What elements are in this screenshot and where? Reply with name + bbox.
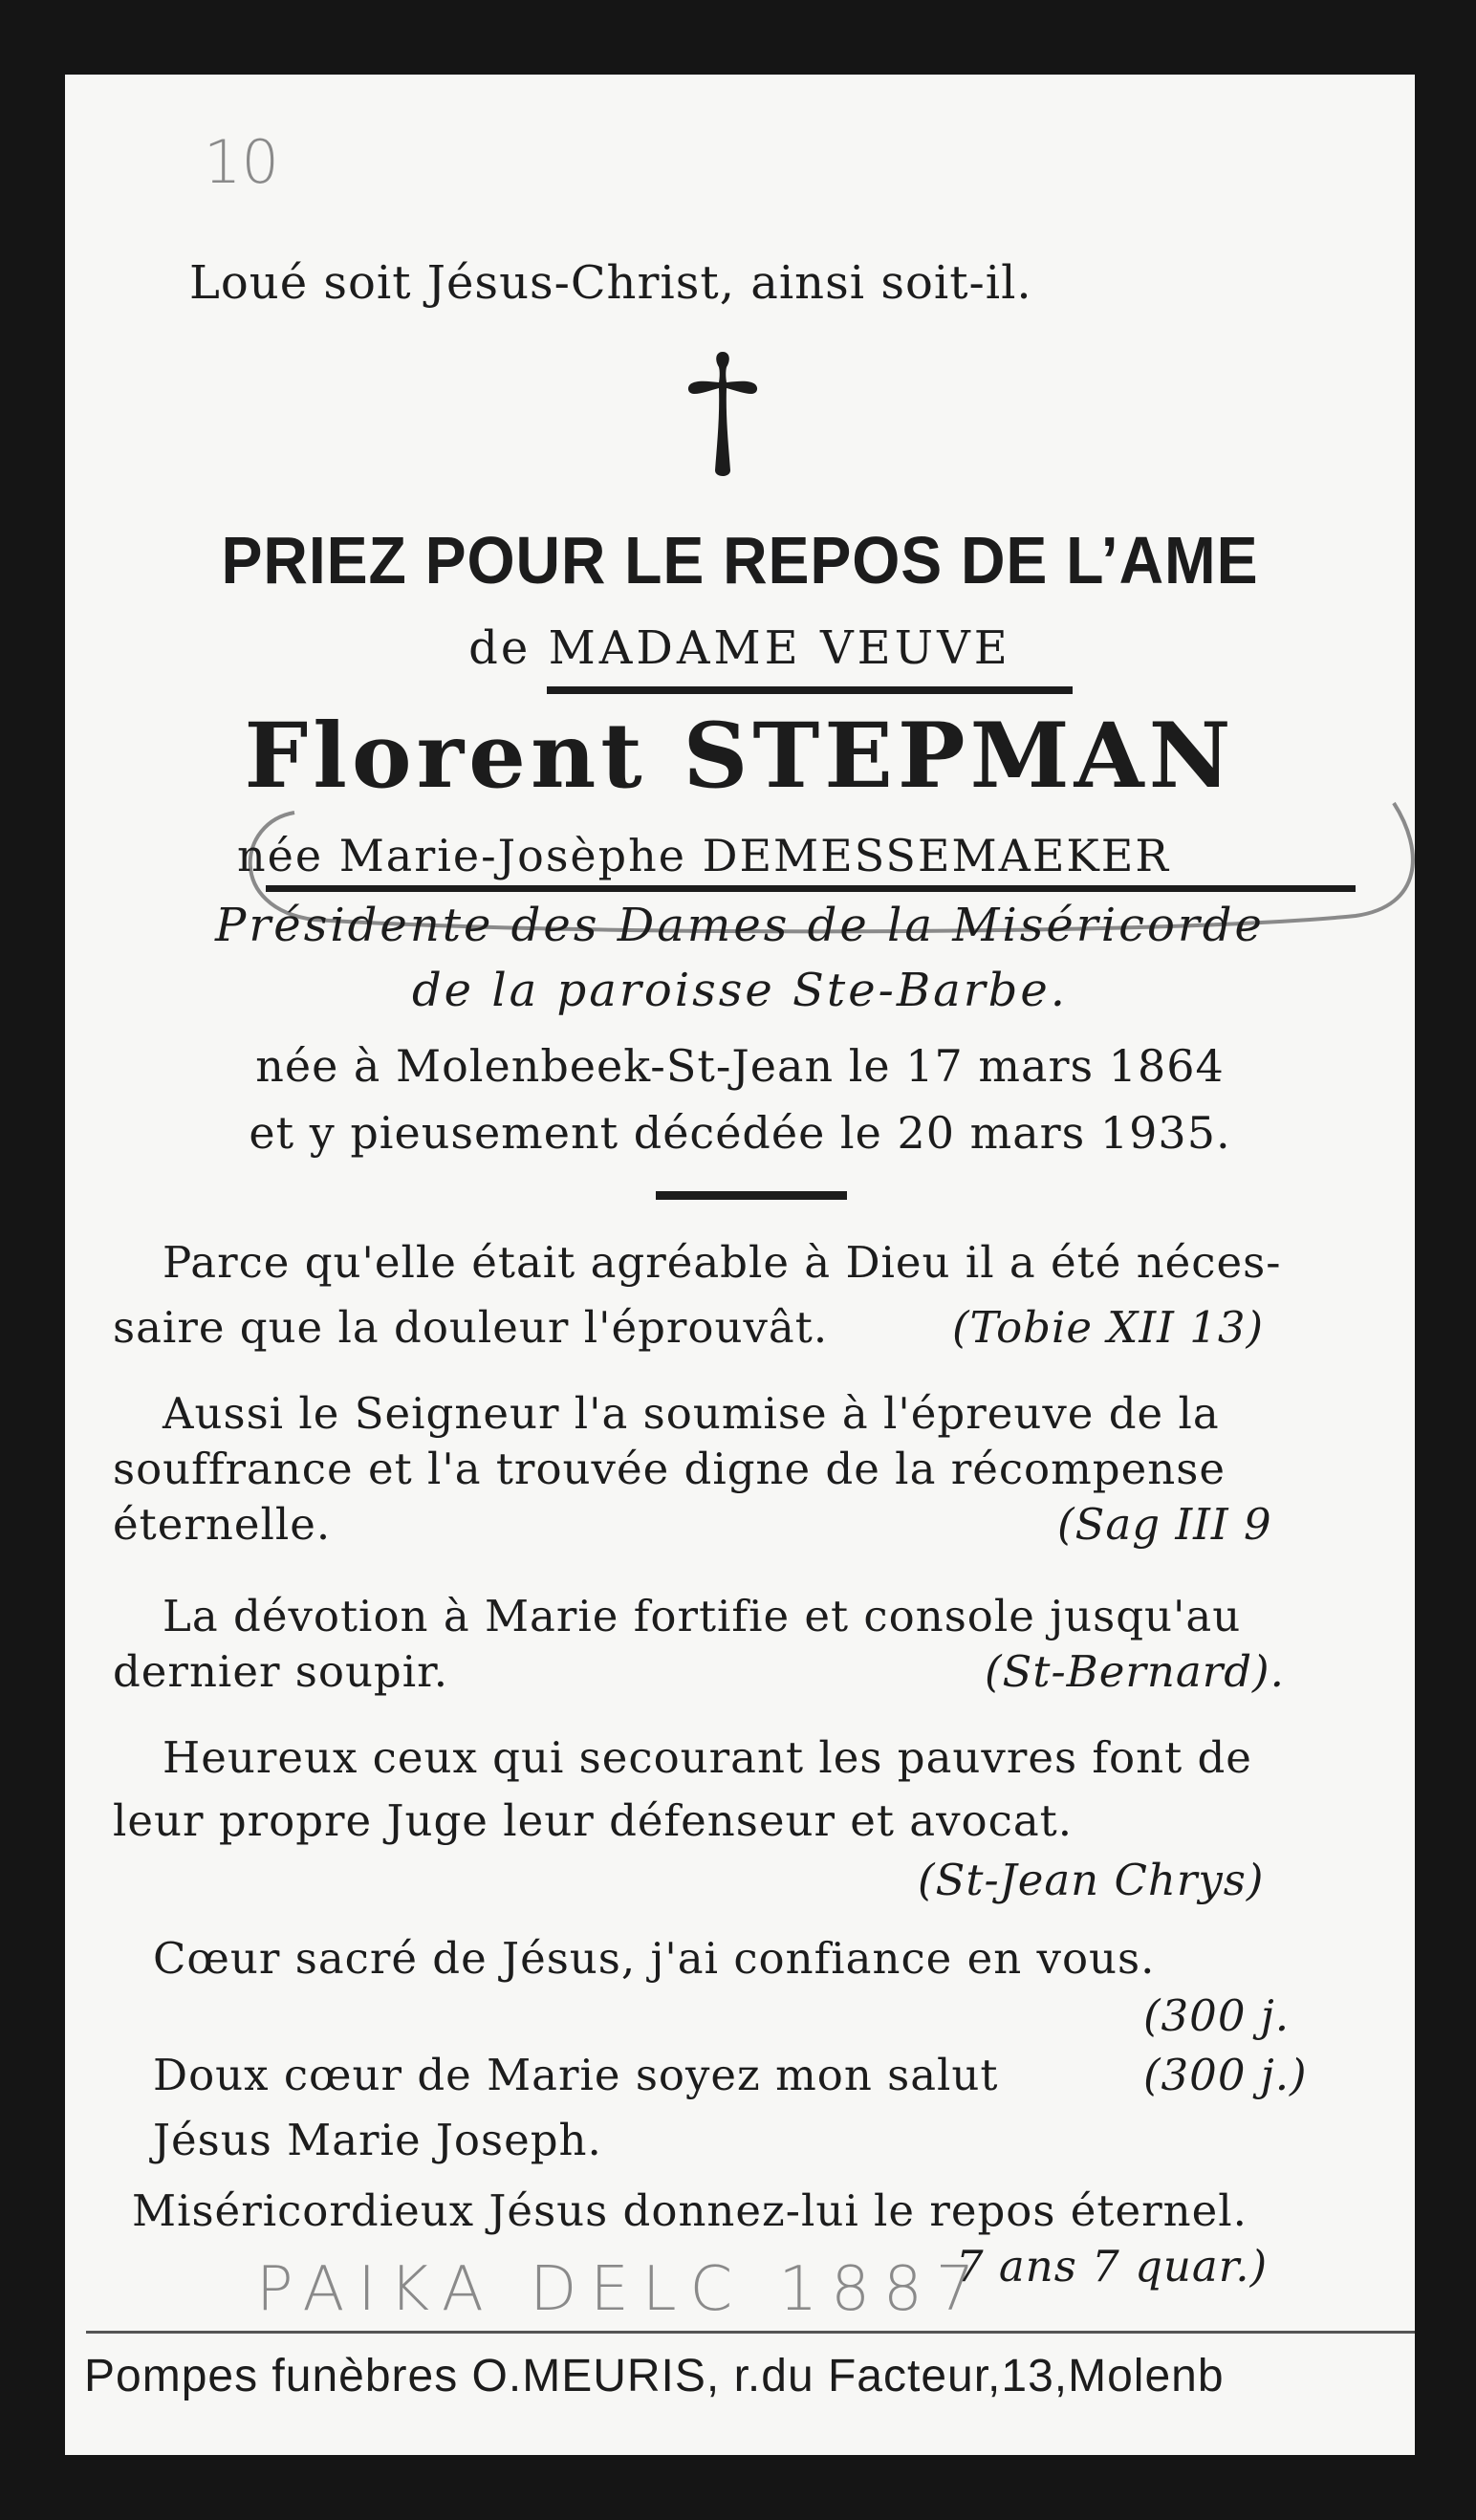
death-line: et y pieusement décédée le 20 mars 1935. xyxy=(249,1107,1231,1159)
p5-reference: (300 j. xyxy=(1143,1990,1291,2041)
p4-reference: (St-Jean Chrys) xyxy=(918,1855,1265,1905)
p1-line1: Parce qu'elle était agréable à Dieu il a été néces- xyxy=(163,1237,1282,1288)
p5-line1: Cœur sacré de Jésus, j'ai confiance en vous. xyxy=(153,1933,1156,1984)
p3-line2: dernier soupir. xyxy=(113,1646,449,1697)
pencil-number: 10 xyxy=(204,127,279,197)
p4-line2: leur propre Juge leur défenseur et avocat. xyxy=(113,1795,1074,1846)
madame-veuve: MADAME VEUVE xyxy=(548,621,1011,675)
p8-line1: Miséricordieux Jésus donnez-lui le repos éternel. xyxy=(132,2185,1248,2236)
memorial-card xyxy=(65,75,1415,2455)
p4-line1: Heureux ceux qui secourant les pauvres font de xyxy=(163,1732,1252,1783)
birth-line: née à Molenbeek-St-Jean le 17 mars 1864 xyxy=(255,1040,1225,1092)
p2-reference: (Sag III 9 xyxy=(1057,1499,1272,1550)
p2-line1: Aussi le Seigneur l'a soumise à l'épreuve de la xyxy=(163,1388,1220,1439)
printer-footer: Pompes funèbres O.MEURIS, r.du Facteur,13,Molenb xyxy=(84,2351,1225,2401)
maiden-name: née Marie-Josèphe DEMESSEMAEKER xyxy=(237,830,1170,881)
paroisse-line: de la paroisse Ste-Barbe. xyxy=(411,964,1069,1017)
p7-line1: Jésus Marie Joseph. xyxy=(153,2115,602,2165)
de-prefix: de xyxy=(468,621,532,675)
divider-rule xyxy=(656,1191,847,1200)
p8-reference: 7 ans 7 quar.) xyxy=(956,2241,1269,2292)
underline-maiden xyxy=(266,885,1356,892)
p3-reference: (St-Bernard). xyxy=(985,1646,1285,1697)
cross-icon xyxy=(684,350,761,484)
p2-line2: souffrance et l'a trouvée digne de la récompense xyxy=(113,1444,1226,1494)
deceased-name: Florent STEPMAN xyxy=(244,704,1236,809)
p1-reference: (Tobie XII 13) xyxy=(952,1302,1265,1353)
presidente-line: Présidente des Dames de la Miséricorde xyxy=(215,899,1265,952)
p2-line3: éternelle. xyxy=(113,1499,332,1550)
underline-madame xyxy=(547,686,1073,694)
p6-reference: (300 j.) xyxy=(1143,2050,1308,2100)
p1-line2: saire que la douleur l'éprouvât. xyxy=(113,1302,829,1353)
footer-divider xyxy=(86,2331,1415,2334)
de-madame-veuve xyxy=(65,621,1415,675)
title: PRIEZ POUR LE REPOS DE L’AME xyxy=(221,523,1259,597)
pencil-annotation: PAIKA DELC 1887 xyxy=(256,2254,988,2325)
p3-line1: La dévotion à Marie fortifie et console jusqu'au xyxy=(163,1591,1242,1641)
p6-line1: Doux cœur de Marie soyez mon salut xyxy=(153,2050,999,2100)
header-invocation: Loué soit Jésus-Christ, ainsi soit-il. xyxy=(189,256,1032,310)
